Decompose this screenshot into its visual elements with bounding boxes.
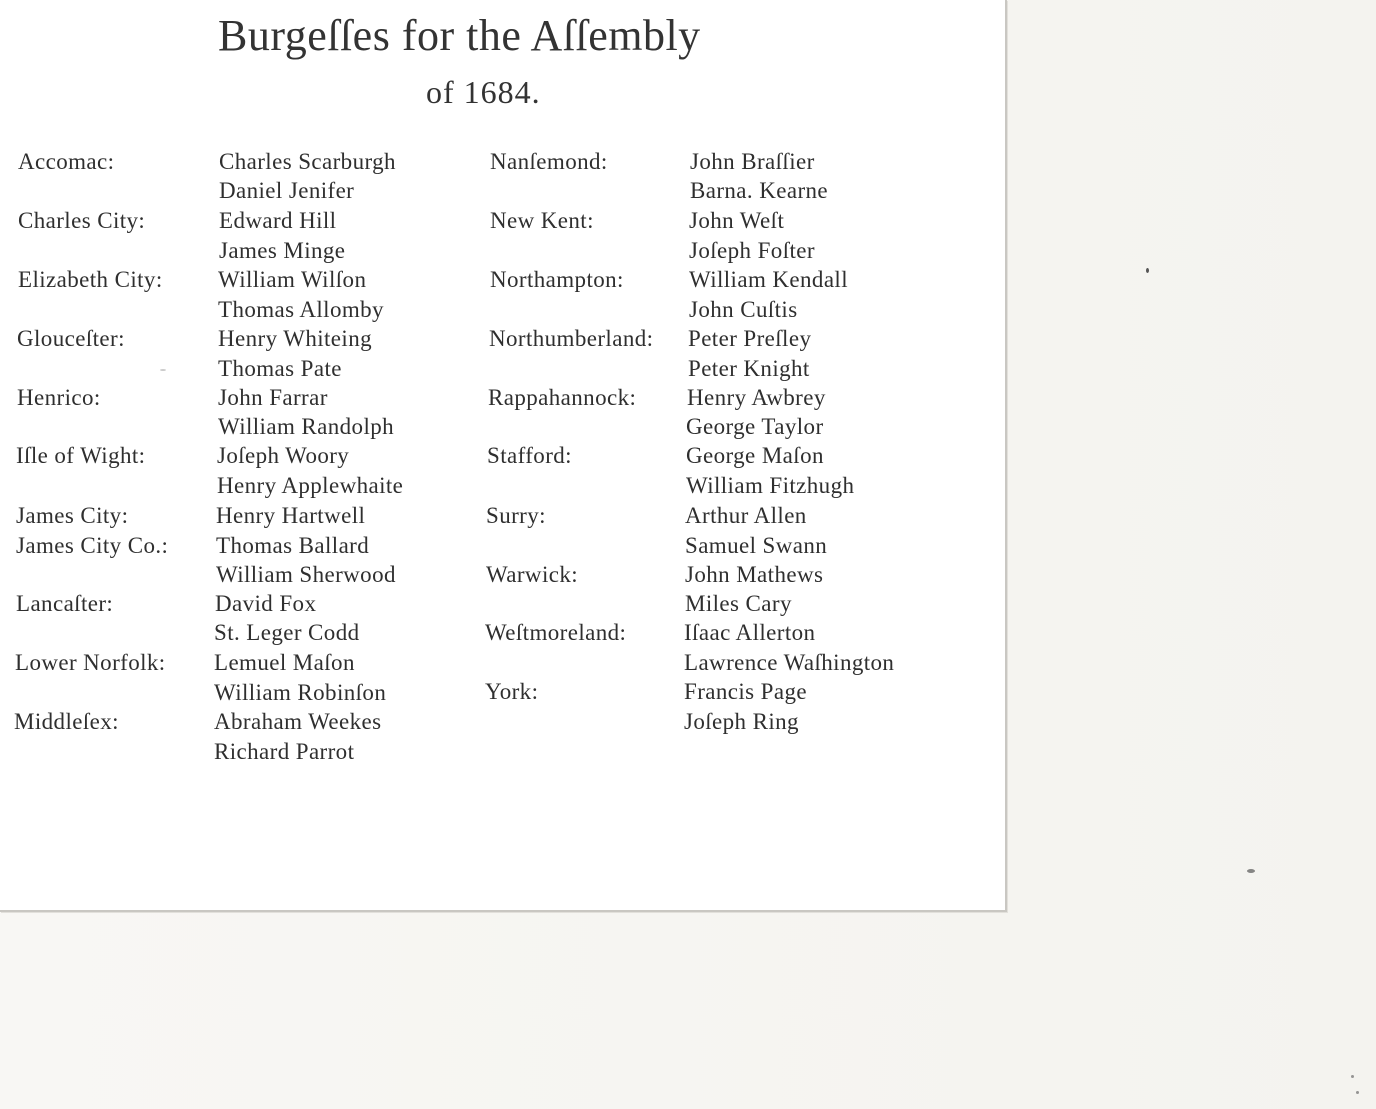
burgess-name: Henry Whiteing: [218, 326, 372, 351]
burgess-name: Francis Page: [684, 679, 807, 704]
burgess-name: Peter Knight: [688, 356, 810, 381]
county-label: York:: [485, 679, 539, 704]
burgess-name: William Kendall: [689, 267, 849, 292]
burgess-name: John Weſt: [689, 208, 785, 233]
burgess-name: Thomas Pate: [218, 356, 342, 381]
burgess-name: William Randolph: [218, 414, 395, 439]
dust-speck: [160, 369, 166, 371]
page-title: Burgeſſes for the Aſſembly: [218, 11, 701, 60]
county-label: Nanſemond:: [490, 149, 608, 174]
county-label: New Kent:: [490, 208, 594, 233]
burgess-name: John Mathews: [685, 562, 824, 587]
burgess-name: George Maſon: [686, 443, 824, 468]
burgess-name: Daniel Jenifer: [219, 178, 355, 203]
burgess-name: John Farrar: [218, 385, 328, 410]
county-label: Charles City:: [18, 208, 146, 233]
burgess-name: Joſeph Ring: [684, 709, 799, 734]
burgess-name: Henry Applewhaite: [217, 473, 404, 498]
burgess-name: Barna. Kearne: [690, 178, 829, 203]
county-label: James City Co.:: [16, 533, 169, 558]
burgess-name: David Fox: [215, 591, 317, 616]
county-label: Northampton:: [490, 267, 624, 292]
burgess-name: Henry Hartwell: [216, 503, 366, 528]
county-label: Iſle of Wight:: [16, 443, 146, 468]
county-label: Lower Norfolk:: [15, 650, 166, 675]
burgess-name: Edward Hill: [219, 208, 337, 233]
county-label: Accomac:: [18, 149, 115, 174]
dust-speck: [1356, 1091, 1359, 1094]
burgess-name: Charles Scarburgh: [219, 149, 396, 174]
burgess-name: Thomas Allomby: [218, 297, 384, 322]
burgess-name: Arthur Allen: [685, 503, 807, 528]
burgess-name: Lemuel Maſon: [214, 650, 355, 675]
burgess-name: John Cuſtis: [689, 297, 798, 322]
dust-speck: [1351, 1075, 1354, 1078]
burgess-name: William Fitzhugh: [686, 473, 855, 498]
county-label: Rappahannock:: [488, 385, 637, 410]
county-label: Lancaſter:: [16, 591, 114, 616]
burgess-name: Miles Cary: [685, 591, 792, 616]
county-label: Stafford:: [487, 443, 572, 468]
burgess-name: St. Leger Codd: [214, 620, 360, 645]
burgess-name: Samuel Swann: [685, 533, 828, 558]
burgess-name: William Robinſon: [214, 680, 387, 705]
page-subtitle: of 1684.: [426, 74, 541, 110]
burgess-name: Abraham Weekes: [214, 709, 382, 734]
county-label: Weſtmoreland:: [485, 620, 627, 645]
burgess-name: Thomas Ballard: [216, 533, 370, 558]
county-label: Surry:: [486, 503, 546, 528]
county-label: Elizabeth City:: [18, 267, 163, 292]
burgess-name: Richard Parrot: [214, 739, 355, 764]
dust-speck: [1247, 869, 1255, 873]
burgess-name: Iſaac Allerton: [684, 620, 816, 645]
burgess-name: Joſeph Foſter: [689, 238, 815, 263]
burgess-name: William Wilſon: [218, 267, 367, 292]
county-label: Warwick:: [486, 562, 579, 587]
burgess-name: William Sherwood: [216, 562, 396, 587]
county-label: Northumberland:: [489, 326, 654, 351]
burgess-name: Peter Preſley: [688, 326, 812, 351]
county-label: James City:: [16, 503, 129, 528]
burgess-name: George Taylor: [686, 414, 824, 439]
burgess-name: Lawrence Waſhington: [684, 650, 895, 675]
county-label: Glouceſter:: [17, 326, 125, 351]
dust-speck: [1146, 268, 1149, 273]
burgess-name: Henry Awbrey: [687, 385, 826, 410]
burgess-name: John Braſſier: [690, 149, 815, 174]
county-label: Henrico:: [17, 385, 101, 410]
burgess-name: James Minge: [219, 238, 346, 263]
county-label: Middleſex:: [14, 709, 119, 734]
burgess-name: Joſeph Woory: [217, 443, 350, 468]
